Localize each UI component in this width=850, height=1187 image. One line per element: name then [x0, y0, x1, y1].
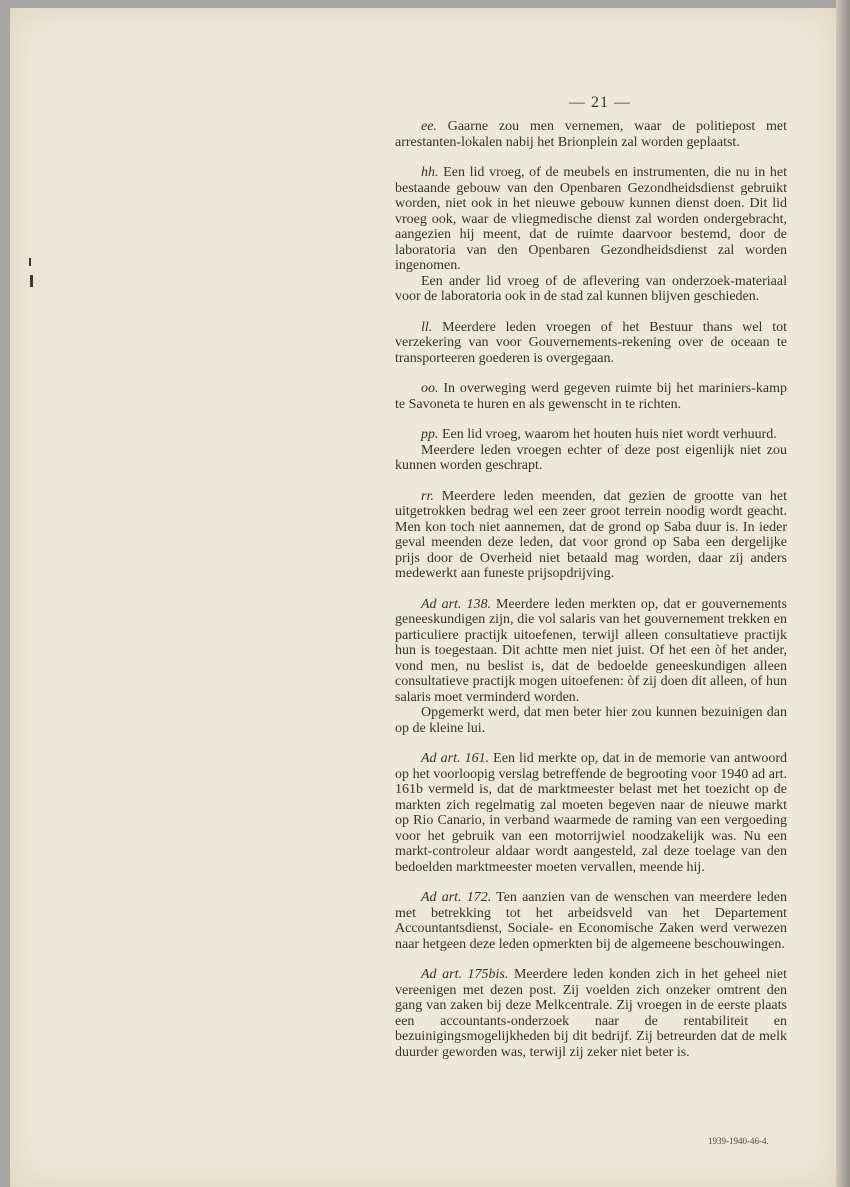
paragraph-label: Ad art. 161. — [421, 751, 490, 766]
paragraph-label: pp. — [421, 427, 439, 442]
paragraph-rr — [395, 489, 787, 582]
document-page — [10, 8, 836, 1187]
scan-edge — [836, 0, 850, 1187]
paragraph-art-175bis — [395, 967, 787, 1060]
paragraph-label: Ad art. 138. — [421, 596, 491, 612]
paragraph-text: Meerdere leden merkten op, dat er gouvernements geneeskundigen zijn, die vol salaris van het gouvernement trekken en particuliere practijk uitoefenen, terwijl alleen consultatieve practijk hun is toegestaan. Dit achtte men niet juist. Of het een òf het ander, vond men, nu beslist is, dat de bedoelde geneeskundigen alleen consultatieve practijk mogen uitoefenen: òf zij doen dit alleen, of hun salaris moet verminderd worden. — [395, 596, 787, 705]
paragraph-label: ee. — [421, 119, 437, 134]
margin-mark — [30, 275, 33, 287]
paragraph-label: ll. — [421, 319, 433, 335]
paragraph-text: Meerdere leden vroegen of het Bestuur thans wel tot verzekering van voor Gouvernements-rekening over de oceaan te transporteeren goederen is overgegaan. — [395, 319, 787, 366]
print-code: 1939-1940-46-4. — [708, 1136, 769, 1146]
paragraph-label: Ad art. 172. — [421, 890, 492, 905]
paragraph-label: oo. — [421, 381, 439, 396]
paragraph-text: Een lid vroeg, waarom het houten huis niet wordt verhuurd. — [442, 427, 777, 442]
paragraph-text: Een lid merkte op, dat in de memorie van antwoord op het voorloopig verslag betreffende de begrooting voor 1940 ad art. 161b vermeld is, dat de marktmeester belast met het toezicht op de markten zich regelmatig zal moeten begeven naar de nieuwe markt op Rio Canario, in verband waarmede de raming van een vergoeding voor het gebruik van een motorrijwiel noodzakelijk was. Nu een markt-controleur aldaar wordt aangesteld, zal deze toelage van den bedoelden marktmeester moeten vervallen, meende hij. — [395, 751, 787, 875]
paragraph-art-138 — [395, 597, 787, 737]
paragraph-text: Een lid vroeg, of de meubels en instrumenten, die nu in het bestaande gebouw van den Openbaren Gezondheidsdienst gebruikt worden, niet ook in het nieuwe gebouw kunnen dienst doen. Dit lid vroeg ook, waar de vliegmedische dienst zal worden ondergebracht, aangezien hij meent, dat de ruimte daarvoor bestemd, door de laboratoria van den Openbaren Gezondheidsdienst zal worden ingenomen. — [395, 165, 788, 273]
paragraph-text: Gaarne zou men vernemen, waar de politiepost met arrestanten-lokalen nabij het Brionplein zal worden geplaatst. — [395, 119, 787, 150]
body-text — [395, 119, 787, 1075]
paragraph-label: hh. — [421, 165, 439, 180]
paragraph-ee — [395, 119, 787, 150]
paragraph-continuation: Een ander lid vroeg of de aflevering van onderzoek-materiaal voor de laboratoria ook in de stad zal kunnen blijven geschieden. — [395, 273, 787, 304]
paragraph-label: rr. — [421, 488, 434, 504]
paragraph-text: Meerdere leden konden zich in het geheel niet vereenigen met dezen post. Zij voelden zich onzeker omtrent den gang van zaken bij deze Melkcentrale. Zij vroegen in de eerste plaats een accountants-onderzoek naar de rentabiliteit en bezuinigingsmogelijkheden bij dit bedrijf. Zij betreurden dat de melk duurder geworden was, terwijl zij zeker niet beter is. — [395, 967, 787, 1060]
paragraph-text: Meerdere leden meenden, dat gezien de grootte van het uitgetrokken bedrag wel een zeer groot terrein noodig wordt geacht. Men kon toch niet aannemen, dat de grond op Saba duur is. In ieder geval meenden deze leden, dat voor grond op Saba een dergelijke prijs door de Overheid niet betaald mag worden, daar zij anders medewerkt aan funeste prijsopdrijving. — [395, 488, 787, 581]
paragraph-ll — [395, 320, 787, 367]
paragraph-text: In overweging werd gegeven ruimte bij het mariniers-kamp te Savoneta te huren en als gewenscht in te richten. — [395, 381, 787, 412]
paragraph-text: Ten aanzien van de wenschen van meerdere leden met betrekking tot het arbeidsveld van het Departement Accountantsdienst, Sociale- en Economische Zaken werd verwezen naar hetgeen deze leden opmerkten bij de algemeene beschouwingen. — [395, 890, 788, 952]
paragraph-hh — [395, 165, 787, 305]
paragraph-art-172 — [395, 890, 787, 952]
paragraph-pp — [395, 427, 787, 474]
paragraph-continuation: Meerdere leden vroegen echter of deze post eigenlijk niet zou kunnen worden geschrapt. — [395, 442, 787, 473]
paragraph-oo — [395, 381, 787, 412]
paragraph-art-161 — [395, 751, 787, 875]
paragraph-label: Ad art. 175bis. — [421, 967, 509, 982]
page-number: — 21 — — [569, 94, 631, 111]
paragraph-continuation: Opgemerkt werd, dat men beter hier zou kunnen bezuinigen dan op de kleine lui. — [395, 705, 787, 736]
margin-mark — [29, 258, 31, 266]
